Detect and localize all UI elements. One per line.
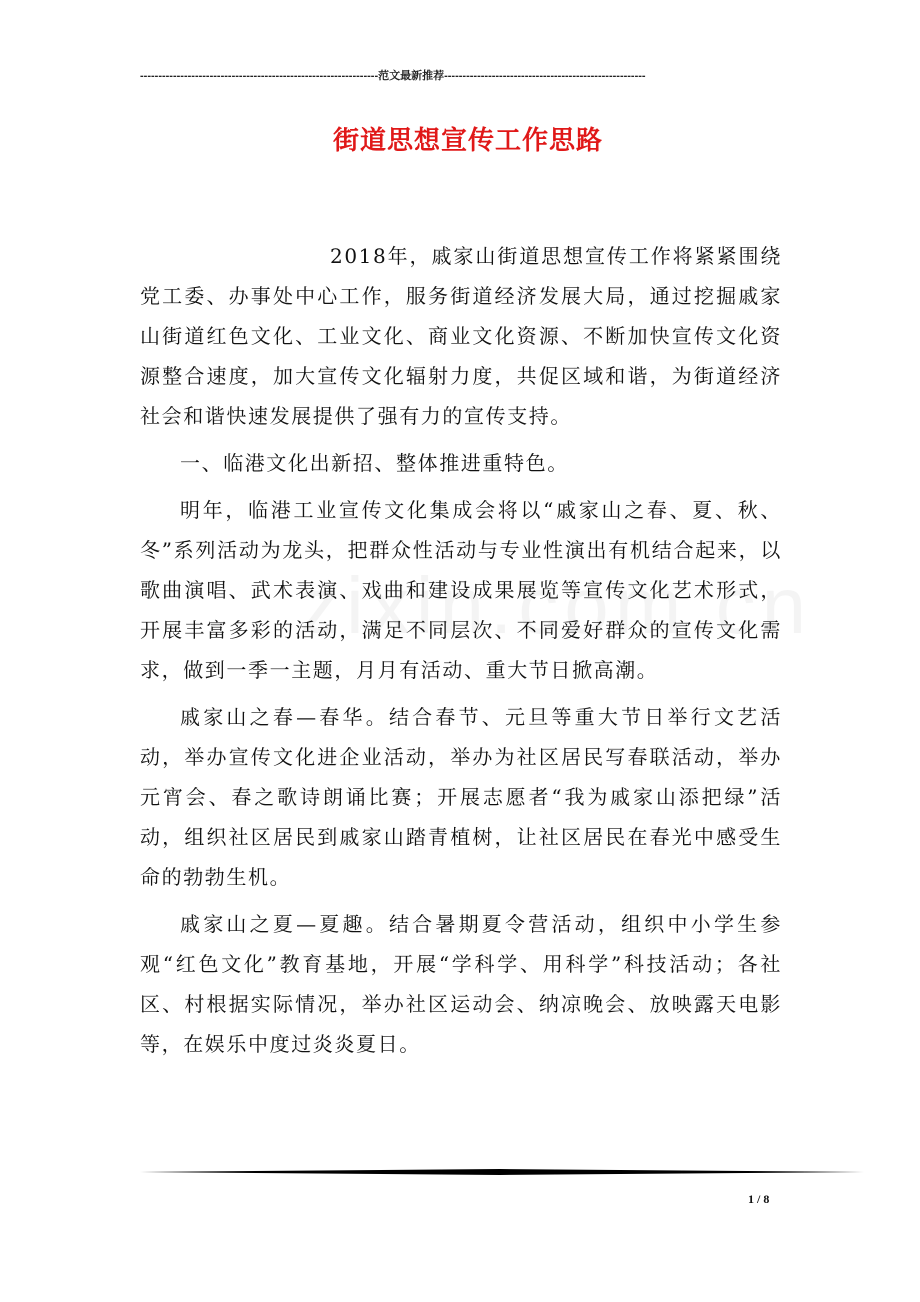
- document-body: [140, 236, 782, 1071]
- document-title: 街道思想宣传工作思路: [332, 126, 603, 156]
- page-header: [140, 67, 768, 83]
- paragraph-spring: 戚家山之春—春华。结合春节、元旦等重大节日举行文艺活动，举办宣传文化进企业活动，举办为社区居民写春联活动，举办元宵会、春之歌诗朗诵比赛；开展志愿者“我为戚家山添把绿”活动，组织社区居民到戚家山踏青植树，让社区居民在春光中感受生命的勃勃生机。: [140, 705, 782, 889]
- paragraph-section-heading: 一、临港文化出新招、整体推进重特色。: [180, 451, 569, 475]
- header-right-dashes: -------------------------------------------------------: [444, 70, 646, 82]
- paragraph-intro: 2018年，戚家山街道思想宣传工作将紧紧围绕党工委、办事处中心工作，服务街道经济发展大局，通过挖掘戚家山街道红色文化、工业文化、商业文化资源、不断加快宣传文化资源整合速度，加大宣传文化辐射力度，共促区域和谐，为街道经济社会和谐快速发展提供了强有力的宣传支持。: [140, 244, 782, 428]
- paragraph-plan: 明年，临港工业宣传文化集成会将以“戚家山之春、夏、秋、冬”系列活动为龙头，把群众性活动与专业性演出有机结合起来，以歌曲演唱、武术表演、戏曲和建设成果展览等宣传文化艺术形式，开展丰富多彩的活动，满足不同层次、不同爱好群众的宣传文化需求，做到一季一主题，月月有活动、重大节日掀高潮。: [140, 498, 782, 682]
- footer-rule: [140, 1169, 864, 1175]
- header-label: 范文最新推荐: [378, 70, 445, 82]
- page-number: 1 / 8: [748, 1192, 770, 1206]
- paragraph-summer: 戚家山之夏—夏趣。结合暑期夏令营活动，组织中小学生参观“红色文化”教育基地，开展“学科学、用科学”科技活动；各社区、村根据实际情况，举办社区运动会、纳凉晚会、放映露天电影等，在娱乐中度过炎炎夏日。: [140, 912, 782, 1056]
- header-left-dashes: -----------------------------------------------------------------: [140, 70, 379, 82]
